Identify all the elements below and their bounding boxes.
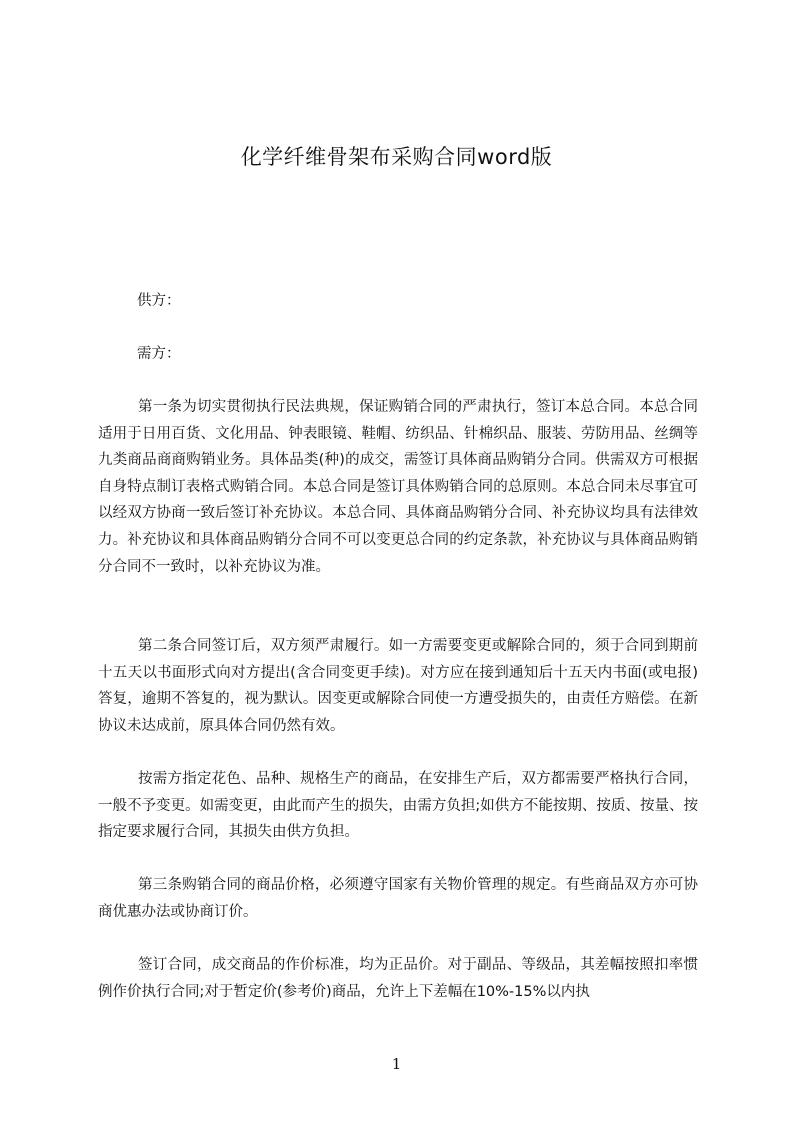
document-title: 化学纤维骨架布采购合同word版 <box>240 145 553 169</box>
supplier-label: 供方： <box>137 293 181 309</box>
clause-paragraph-2: 第二条合同签订后，双方须严肃履行。如一方需要变更或解除合同的，须于合同到期前十五天以书面形式向对方提出(含合同变更手续)。对方应在接到通知后十五天内书面(或电报)答复，逾期不答复的，视为默认。因变更或解除合同使一方遭受损失的，由责任方赔偿。在新协议未达成前，原具体合同仍然有效。 <box>98 638 698 734</box>
clause-paragraph-5: 签订合同，成交商品的作价标准，均为正品价。对于副品、等级品，其差幅按照扣率惯例作价执行合同;对于暂定价(参考价)商品，允许上下差幅在10%-15%以内执 <box>98 957 698 1000</box>
clause-paragraph-1: 第一条为切实贯彻执行民法典规，保证购销合同的严肃执行，签订本总合同。本总合同适用于日用百货、文化用品、钟表眼镜、鞋帽、纺织品、针棉织品、服装、劳防用品、丝绸等九类商品商商购销业务。具体品类(种)的成交，需签订具体商品购销分合同。供需双方可根据自身特点制订表格式购销合同。本总合同是签订具体购销合同的总原则。本总合同未尽事宜可以经双方协商一致后签订补充协议。本总合同、具体商品购销分合同、补充协议均具有法律效力。补充协议和具体商品购销分合同不可以变更总合同的约定条款，补充协议与具体商品购销分合同不一致时，以补充协议为准。 <box>98 399 698 575</box>
buyer-label: 需方： <box>137 346 181 362</box>
clause-paragraph-4: 第三条购销合同的商品价格，必须遵守国家有关物价管理的规定。有些商品双方亦可协商优惠办法或协商订价。 <box>98 877 698 920</box>
clause-paragraph-3: 按需方指定花色、品种、规格生产的商品，在安排生产后，双方都需要严格执行合同，一般不予变更。如需变更，由此而产生的损失，由需方负担;如供方不能按期、按质、按量、按指定要求履行合同，其损失由供方负担。 <box>98 771 698 841</box>
page-number: 1 <box>391 1055 402 1073</box>
